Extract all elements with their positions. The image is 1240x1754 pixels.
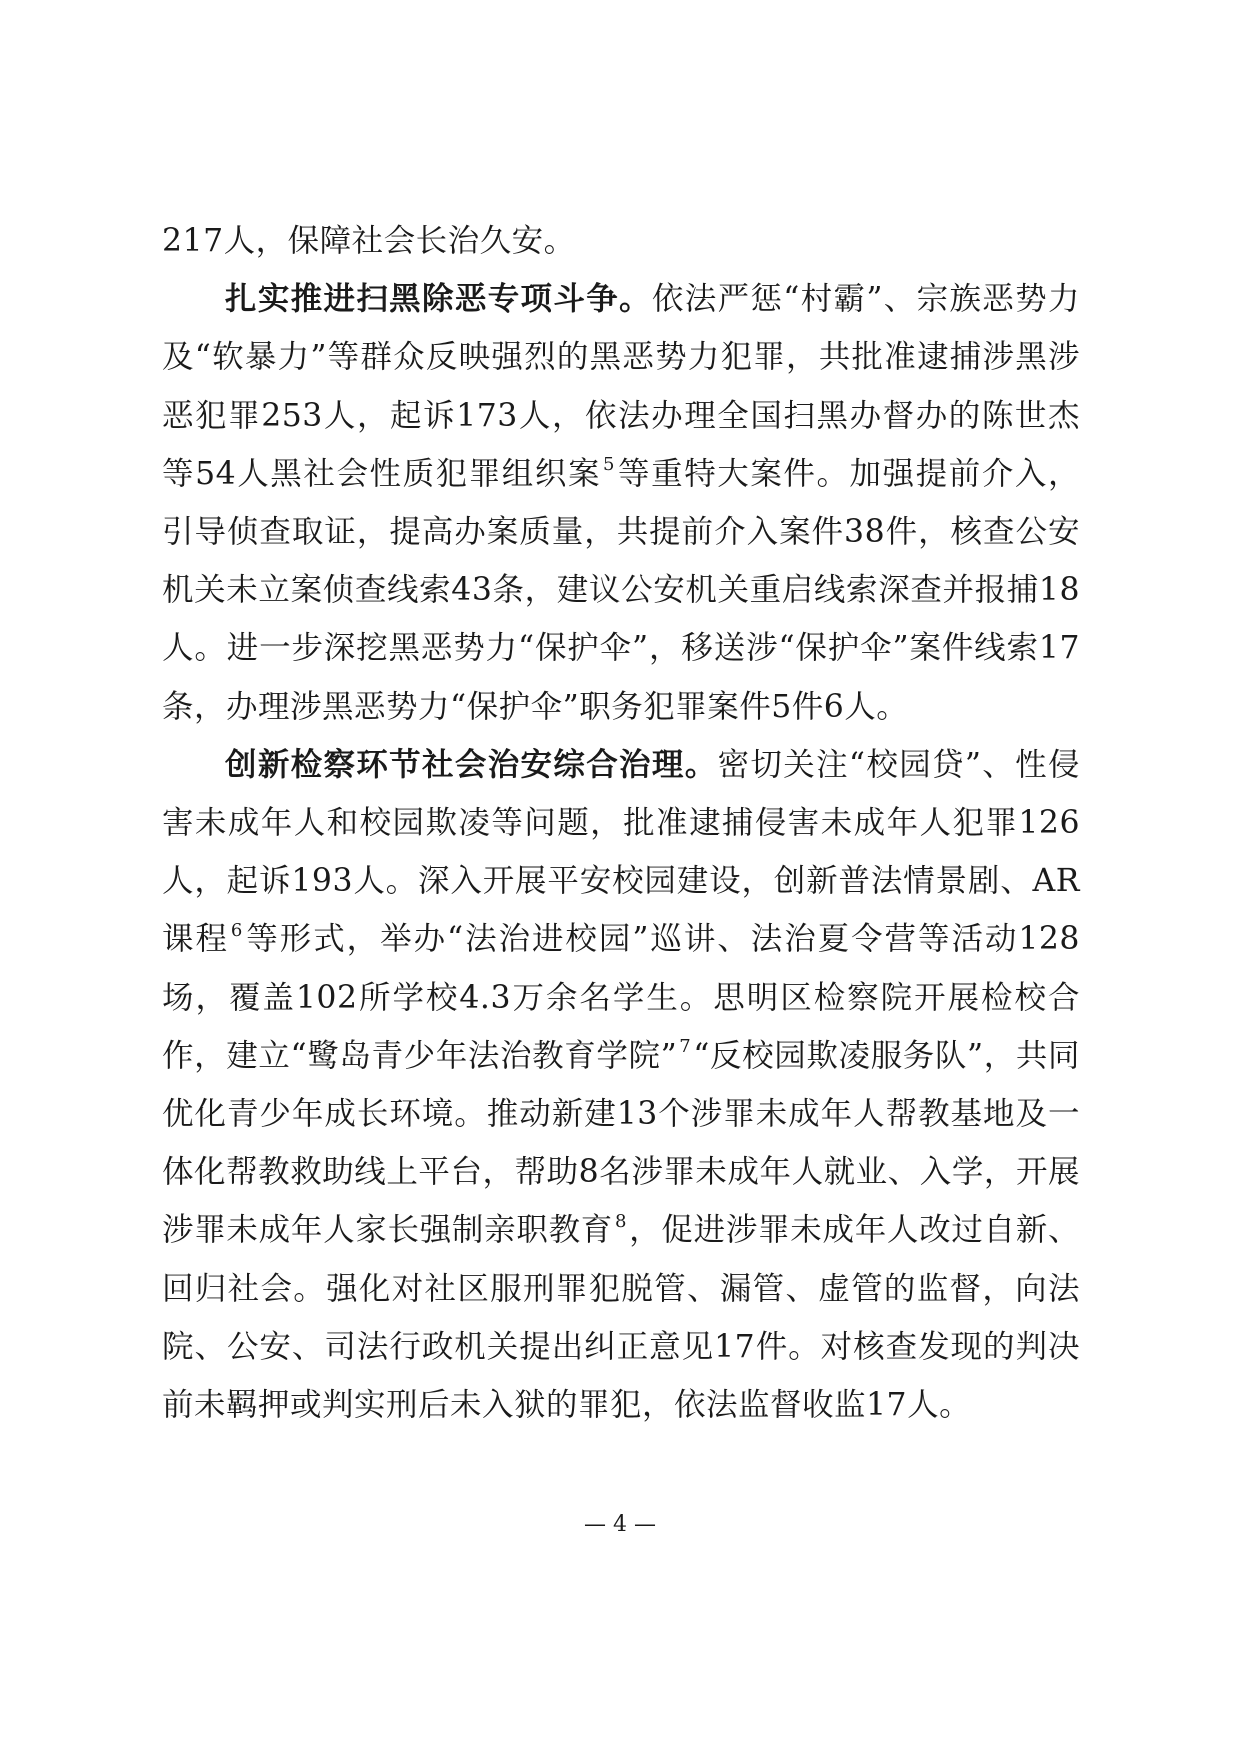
footnote-marker[interactable]: 7 [679, 1036, 692, 1058]
page-number: — 4 — [584, 1512, 656, 1537]
paragraph-text: 依法严惩“村霸”、宗族恶势力及“软暴力”等群众反映强烈的黑恶势力犯罪，共批准逮捕涉黑涉恶犯罪253人，起诉173人，依法办理全国扫黑办督办的陈世杰等54人黑社会性质犯罪组织案 [162, 281, 1080, 492]
paragraph-text: 密切关注“校园贷”、性侵害未成年人和校园欺凌等问题，批准逮捕侵害未成年人犯罪126人，起诉193人。深入开展平安校园建设，创新普法情景剧、AR课程 [162, 746, 1080, 958]
paragraph-public-security [162, 736, 1080, 1434]
footnote-marker[interactable]: 5 [603, 454, 615, 476]
footnote-marker[interactable]: 6 [230, 919, 243, 941]
paragraph-text: ，促进涉罪未成年人改过自新、回归社会。强化对社区服刑罪犯脱管、漏管、虚管的监督，向法院、公安、司法行政机关提出纠正意见17件。对核查发现的判决前未羁押或判实刑后未入狱的罪犯，依法监督收监17人。 [162, 1212, 1080, 1424]
footnote-marker[interactable]: 8 [615, 1210, 627, 1232]
paragraph-heading: 扎实推进扫黑除恶专项斗争。 [225, 281, 652, 318]
document-body [162, 212, 1080, 1434]
paragraph-text: 等形式，举办“法治进校园”巡讲、法治夏令营等活动128场，覆盖102所学校4.3万余名学生。思明区检察院开展检校合作，建立“鹭岛青少年法治教育学院” [162, 921, 1080, 1074]
paragraph-anti-gang [162, 270, 1080, 736]
paragraph-text: 217人，保障社会长治久安。 [162, 223, 576, 259]
paragraph-text: “反校园欺凌服务队”，共同优化青少年成长环境。推动新建13个涉罪未成年人帮教基地及一体化帮教救助线上平台，帮助8名涉罪未成年人就业、入学，开展涉罪未成年人家长强制亲职教育 [162, 1037, 1080, 1249]
paragraph-heading: 创新检察环节社会治安综合治理。 [225, 746, 718, 783]
paragraph-text: 等重特大案件。加强提前介入，引导侦查取证，提高办案质量，共提前介入案件38件，核查公安机关未立案侦查线索43条，建议公安机关重启线索深查并报捕18人。进一步深挖黑恶势力“保护伞”，移送涉“保护伞”案件线索17条，办理涉黑恶势力“保护伞”职务犯罪案件5件6人。 [162, 455, 1080, 725]
paragraph-continuation [162, 212, 1080, 270]
